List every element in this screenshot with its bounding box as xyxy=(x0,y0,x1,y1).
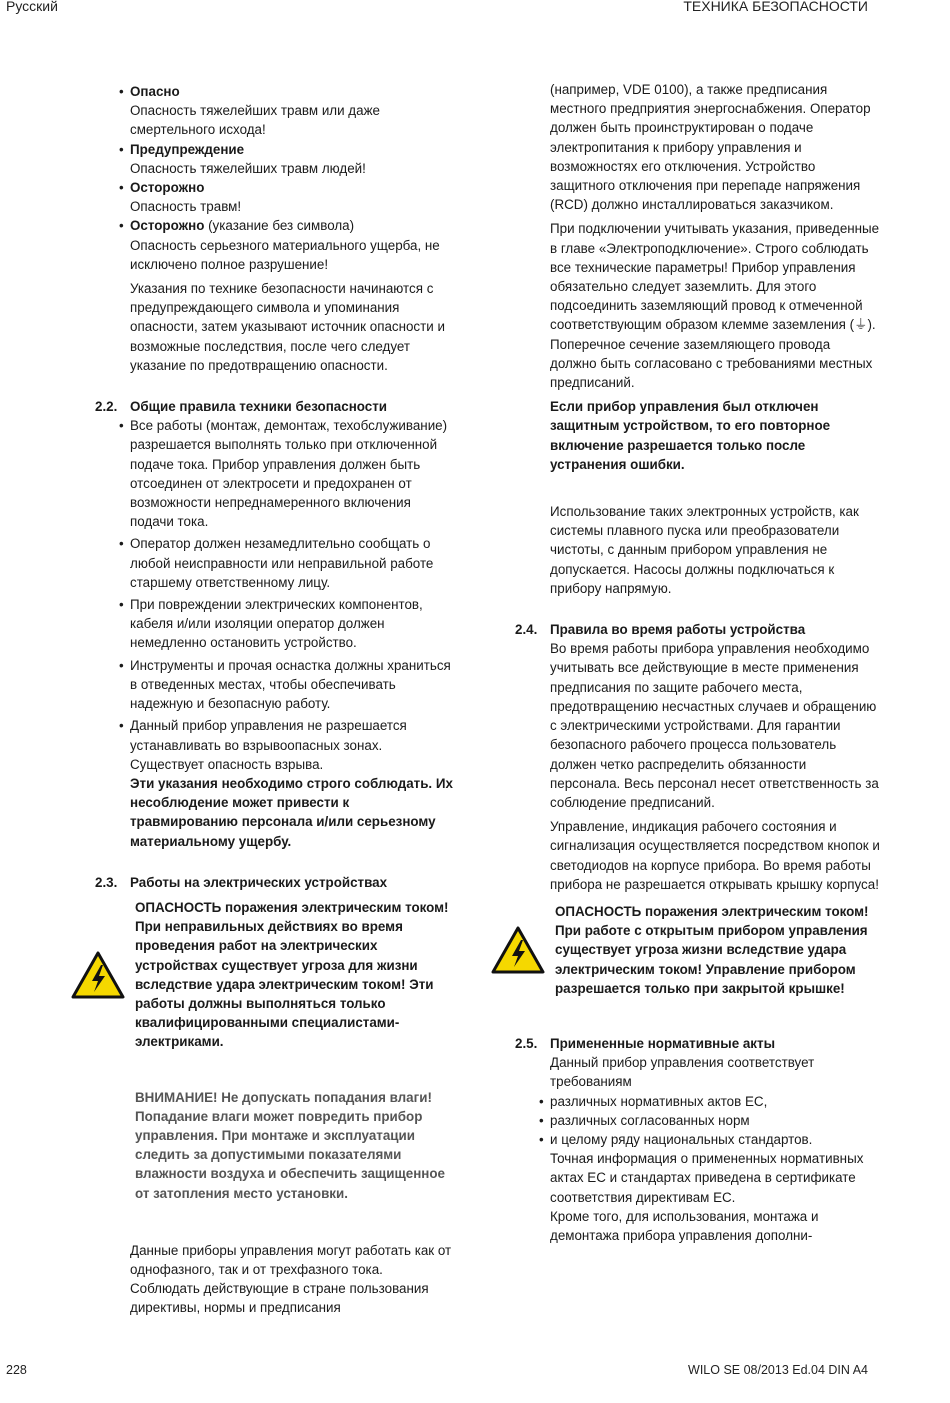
list-item: • различных нормативных актов ЕС, xyxy=(550,1092,880,1111)
paragraph: При подключении учитывать указания, приведенные в главе «Электроподключение». Строго соблюдать все технические параметры! Прибор управления обязательно следует заземлить. Для этого подсоединить заземляющий провод к отмеченной соответствующим образом клемме заземления (⏚). Поперечное сечение заземляющего провода должно быть согласовано с требованиями местных предписаний. xyxy=(550,221,880,391)
paragraph: Управление, индикация рабочего состояния и сигнализация осуществляется посредством кнопок и светодиодов на корпусе прибора. Во время работы прибора не разрешается открывать крышку корпуса! xyxy=(550,819,880,892)
danger-notice xyxy=(95,898,455,1052)
list-item: • При повреждении электрических компонентов, кабеля и/или изоляции оператор должен немедленно остановить устройство. xyxy=(130,595,455,653)
left-column xyxy=(95,80,455,1318)
section-heading: 2.5. Примененные нормативные акты xyxy=(515,1035,776,1051)
list-item: • Данный прибор управления не разрешается устанавливать во взрывоопасных зонах. Существует опасность взрыва. xyxy=(130,716,455,774)
right-column xyxy=(515,80,880,1245)
danger-text: ОПАСНОСТЬ поражения электрическим током! При работе с открытым прибором управления существует угроза жизни вследствие удара электрическим током! Управление прибором разрешается только при закрытой крышке! xyxy=(555,903,869,996)
header-section-title: ТЕХНИКА БЕЗОПАСНОСТИ xyxy=(683,0,868,14)
list-item: • Оператор должен незамедлительно сообщать о любой неисправности или неправильной работе старшему ответственному лицу. xyxy=(130,534,455,592)
document-id: WILO SE 08/2013 Ed.04 DIN A4 xyxy=(688,1363,868,1377)
danger-notice xyxy=(515,902,880,998)
paragraph: Кроме того, для использования, монтажа и демонтажа прибора управления дополни- xyxy=(550,1208,819,1243)
paragraph: Точная информация о примененных нормативных актах ЕС и стандартах приведена в сертификате соответствия директивам ЕС. xyxy=(550,1151,864,1205)
standards-list xyxy=(515,1092,880,1150)
list-item: • различных согласованных норм xyxy=(550,1111,880,1130)
signal-word-item: • Опасно Опасность тяжелейших травм или даже смертельного исхода! xyxy=(130,82,455,140)
list-item: • Инструменты и прочая оснастка должны храниться в отведенных местах, чтобы обеспечивать надежную и безопасную работу. xyxy=(130,656,455,714)
paragraph: Во время работы прибора управления необходимо учитывать все действующие в месте применения предписания по защите рабочего места, предотвращению несчастных случаев и обращению с электрическими устройствами. Для гарантии безопасного рабочего процесса пользователь должен четко распределить обязанности персонала. Весь персонал несет ответственность за соблюдение предписаний. xyxy=(550,641,879,810)
signal-word-item: • Осторожно Опасность травм! xyxy=(130,178,455,216)
ground-icon: ⏚ xyxy=(854,317,868,333)
page-number: 228 xyxy=(6,1363,27,1377)
electrical-hazard-icon xyxy=(60,950,135,1000)
signal-word-desc: Опасность тяжелейших травм или даже смертельного исхода! xyxy=(130,103,380,138)
paragraph: Данный прибор управления соответствует требованиям xyxy=(550,1055,815,1090)
attention-notice: ВНИМАНИЕ! Не допускать попадания влаги! Попадание влаги может повредить прибор управления. При монтаже и эксплуатации следить за допустимыми показателями влажности воздуха и обеспечить защищенное от затопления место установки. xyxy=(135,1089,445,1201)
signal-word-item: • Предупреждение Опасность тяжелейших травм людей! xyxy=(130,140,455,178)
list-item: • и целому ряду национальных стандартов. xyxy=(550,1130,880,1149)
list-item: • Все работы (монтаж, демонтаж, техобслуживание) разрешается выполнять только при отключенной подаче тока. Прибор управления должен быть отсоединен от электросети и предохранен от возможности непреднамеренного включения подачи тока. xyxy=(130,416,455,531)
header-language: Русский xyxy=(6,0,58,14)
signal-note: Указания по технике безопасности начинаются с предупреждающего символа и упоминания опасности, затем указывают источник опасности и возможные последствия, после чего следует указание по предотвращению опасности. xyxy=(130,281,445,373)
electrical-hazard-icon xyxy=(480,925,555,975)
signal-word-desc: Опасность серьезного материального ущерба, не исключено полное разрушение! xyxy=(130,237,440,272)
signal-word-desc: Опасность тяжелейших травм людей! xyxy=(130,160,366,176)
section-heading: 2.3. Работы на электрических устройствах xyxy=(95,874,388,890)
bold-note: Если прибор управления был отключен защитным устройством, то его повторное включение разрешается только после устранения ошибки. xyxy=(550,399,831,472)
section-heading: 2.2. Общие правила техники безопасности xyxy=(95,399,388,415)
signal-word-desc: Опасность травм! xyxy=(130,199,242,215)
general-rules-list xyxy=(95,416,455,774)
signal-word-item: • Осторожно (указание без символа) Опасность серьезного материального ущерба, не исключено полное разрушение! xyxy=(130,216,455,274)
danger-text: ОПАСНОСТЬ поражения электрическим током! При неправильных действиях во время проведения работ на электрических устройствах существует угроза для жизни вследствие удара электрическим током! Эти работы должны выполняться только квалифицированными специалистами-электриками. xyxy=(135,899,449,1050)
paragraph: Данные приборы управления могут работать как от однофазного, так и от трехфазного тока. Соблюдать действующие в стране пользования директивы, нормы и предписания xyxy=(130,1242,452,1316)
signal-word-list xyxy=(95,82,455,274)
paragraph: (например, VDE 0100), а также предписания местного предприятия энергоснабжения. Оператор должен быть проинструктирован о подаче электропитания к прибору управления и возможностях его отключения. Устройство защитного отключения при перепаде напряжения (RCD) должно инсталлироваться заказчиком. xyxy=(550,82,871,213)
bold-note: Эти указания необходимо строго соблюдать. Их несоблюдение может привести к травмированию персонала и/или серьезному материальному ущербу. xyxy=(130,775,453,849)
paragraph: Использование таких электронных устройств, как системы плавного пуска или преобразователи чистоты, с данным прибором управления не допускается. Насосы должны подключаться к прибору напрямую. xyxy=(550,504,859,596)
section-heading: 2.4. Правила во время работы устройства xyxy=(515,622,806,638)
